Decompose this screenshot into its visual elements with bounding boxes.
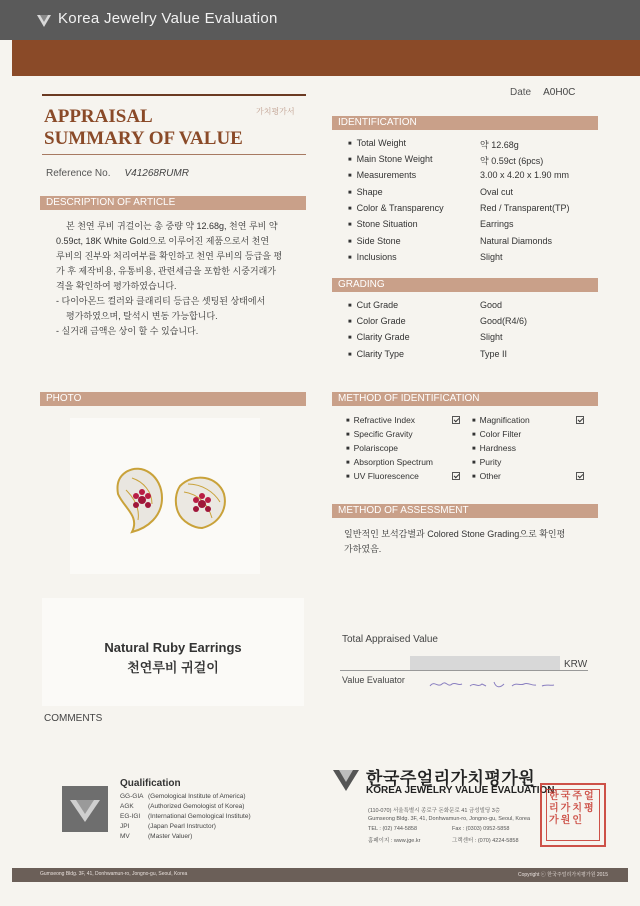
method-item: ■ UV Fluorescence (346, 471, 419, 481)
company-address-ko: (110-070) 서울특별시 종로구 돈화문로 41 금성빌딩 3층 (368, 808, 501, 814)
company-fax: Fax : (0303) 0952-5858 (452, 826, 510, 832)
section-description: DESCRIPTION OF ARTICLE (40, 196, 306, 210)
section-grading: GRADING (332, 278, 598, 292)
reference-row (46, 168, 189, 179)
identification-value: 약 12.68g (480, 140, 519, 150)
company-tel: TEL : (02) 744-5858 (368, 826, 418, 832)
currency-label: KRW (564, 659, 588, 670)
company-web: 홈페이지 : www.jge.kr (368, 838, 421, 844)
qualification-item: JPI (Japan Pearl Instructor) (120, 823, 216, 830)
footer-bar (12, 868, 628, 882)
checked-box-icon (452, 416, 460, 424)
title-line-2: SUMMARY OF VALUE (44, 128, 243, 149)
description-bullet: - 다이아몬드 컬러와 클래리티 등급은 셋팅된 상태에서 (56, 296, 266, 306)
identification-value: Slight (480, 252, 503, 262)
description-line: 가 후 제작비용, 유통비용, 관련세금을 포함한 시중거래가 (56, 266, 276, 276)
identification-key: ■ Side Stone (348, 236, 401, 246)
official-seal (540, 783, 606, 847)
photo-caption-en: Natural Ruby Earrings (104, 640, 242, 655)
footer-copyright: Copyright ⓒ 한국주얼리가치평가원 2015 (518, 872, 608, 878)
header-brand: Korea Jewelry Value Evaluation (58, 10, 278, 27)
section-identification: IDENTIFICATION (332, 116, 598, 130)
grading-value: Good (480, 300, 503, 310)
description-line: 0.59ct, 18K White Gold으로 이루어진 제품으로서 천연 (56, 236, 270, 246)
qualification-item: MV (Master Valuer) (120, 833, 193, 840)
diamond-logo-icon (36, 12, 52, 28)
date-value: A0H0C (543, 87, 576, 98)
gemologist-badge-icon (62, 786, 108, 832)
identification-key: ■ Measurements (348, 170, 416, 180)
method-item: ■ Other (472, 471, 501, 481)
method-item: ■ Refractive Index (346, 415, 415, 425)
reference-value: V41268RUMR (124, 168, 189, 179)
section-method-identification: METHOD OF IDENTIFICATION (332, 392, 598, 406)
description-bullet: 평가하였으며, 탈석시 변동 가능합니다. (66, 311, 218, 321)
company-center: 그랙센터 : (070) 4224-5858 (452, 838, 519, 844)
photo-caption-ko: 천연루비 귀걸이 (127, 660, 219, 675)
grading-value: Type II (480, 349, 508, 359)
redacted-value-box (410, 656, 560, 670)
grading-value: Slight (480, 332, 503, 342)
identification-key: ■ Main Stone Weight (348, 154, 433, 164)
description-line: 루비의 진부와 처리여부를 확인하고 천연 루비의 등급을 평 (56, 251, 283, 261)
identification-key: ■ Color & Transparency (348, 203, 444, 213)
qualification-title: Qualification (120, 778, 181, 789)
company-address-en: Gumseong Bldg. 3F, 41, Donhwamun-ro, Jongno-gu, Seoul, Korea (368, 816, 531, 822)
section-method-assessment: METHOD OF ASSESSMENT (332, 504, 598, 518)
qualification-item: GG-GIA (Gemological Institute of America) (120, 793, 246, 800)
section-photo: PHOTO (40, 392, 306, 406)
date-row (510, 87, 575, 98)
description-text (56, 219, 308, 339)
earrings-photo (70, 418, 260, 574)
method-item: ■ Specific Gravity (346, 429, 413, 439)
description-line: 본 천연 루비 귀걸이는 총 중량 약 12.68g, 천연 루비 약 (66, 221, 278, 231)
description-bullet: - 실거래 금액은 상이 할 수 있습니다. (56, 326, 199, 336)
grading-value: Good(R4/6) (480, 316, 528, 326)
evaluator-signature-icon (428, 676, 558, 692)
total-appraised-value-label: Total Appraised Value (342, 634, 438, 645)
description-line: 격을 확인하여 평가하였습니다. (56, 281, 177, 291)
identification-key: ■ Inclusions (348, 252, 397, 262)
page-title (44, 106, 243, 150)
identification-key: ■ Stone Situation (348, 219, 418, 229)
title-rule (42, 94, 306, 96)
assessment-line: 가하였음. (344, 544, 382, 554)
assessment-text (344, 527, 604, 557)
method-item: ■ Absorption Spectrum (346, 457, 433, 467)
company-logo-icon (332, 765, 360, 793)
earrings-image (70, 418, 260, 574)
checked-box-icon (576, 472, 584, 480)
header-accent-bar (12, 40, 640, 76)
identification-value: Red / Transparent(TP) (480, 203, 570, 213)
grading-key: ■ Clarity Type (348, 349, 404, 359)
method-item: ■ Purity (472, 457, 501, 467)
grading-key: ■ Color Grade (348, 316, 406, 326)
left-earring (117, 469, 162, 532)
reference-label: Reference No. (46, 168, 111, 179)
value-rule (340, 670, 588, 671)
identification-value: Earrings (480, 219, 514, 229)
identification-value: 약 0.59ct (6pcs) (480, 156, 544, 166)
seal-text: 한국주얼리가치평가원인 (549, 791, 596, 826)
value-evaluator-label: Value Evaluator (342, 675, 405, 685)
title-rule-bottom (42, 154, 306, 155)
qualification-item: AGK (Authorized Gemologist of Korea) (120, 803, 245, 810)
right-earring (176, 478, 225, 528)
method-item: ■ Color Filter (472, 429, 521, 439)
qualification-item: EG-IGI (International Gemological Institute) (120, 813, 251, 820)
grading-key: ■ Cut Grade (348, 300, 398, 310)
footer-address: Gumseong Bldg. 3F, 41, Donhwamun-ro, Jongno-gu, Seoul, Korea (40, 871, 188, 877)
title-line-1: APPRAISAL (44, 106, 153, 127)
header-bar (0, 0, 640, 40)
checked-box-icon (452, 472, 460, 480)
title-korean: 가치평가서 (256, 107, 295, 116)
method-item: ■ Polariscope (346, 443, 398, 453)
assessment-line: 일반적인 보석감별과 Colored Stone Grading으로 확인평 (344, 529, 566, 539)
company-name-en: KOREA JEWELRY VALUE EVALUATION (366, 785, 555, 796)
grading-key: ■ Clarity Grade (348, 332, 410, 342)
method-item: ■ Magnification (472, 415, 530, 425)
method-item: ■ Hardness (472, 443, 516, 453)
date-label: Date (510, 87, 532, 98)
comments-label: COMMENTS (44, 713, 103, 724)
identification-value: 3.00 x 4.20 x 1.90 mm (480, 170, 570, 180)
identification-key: ■ Total Weight (348, 138, 406, 148)
identification-key: ■ Shape (348, 187, 383, 197)
identification-value: Natural Diamonds (480, 236, 553, 246)
company-name-ko: 한국주얼리가치평가원 (366, 769, 536, 788)
checked-box-icon (576, 416, 584, 424)
identification-value: Oval cut (480, 187, 514, 197)
